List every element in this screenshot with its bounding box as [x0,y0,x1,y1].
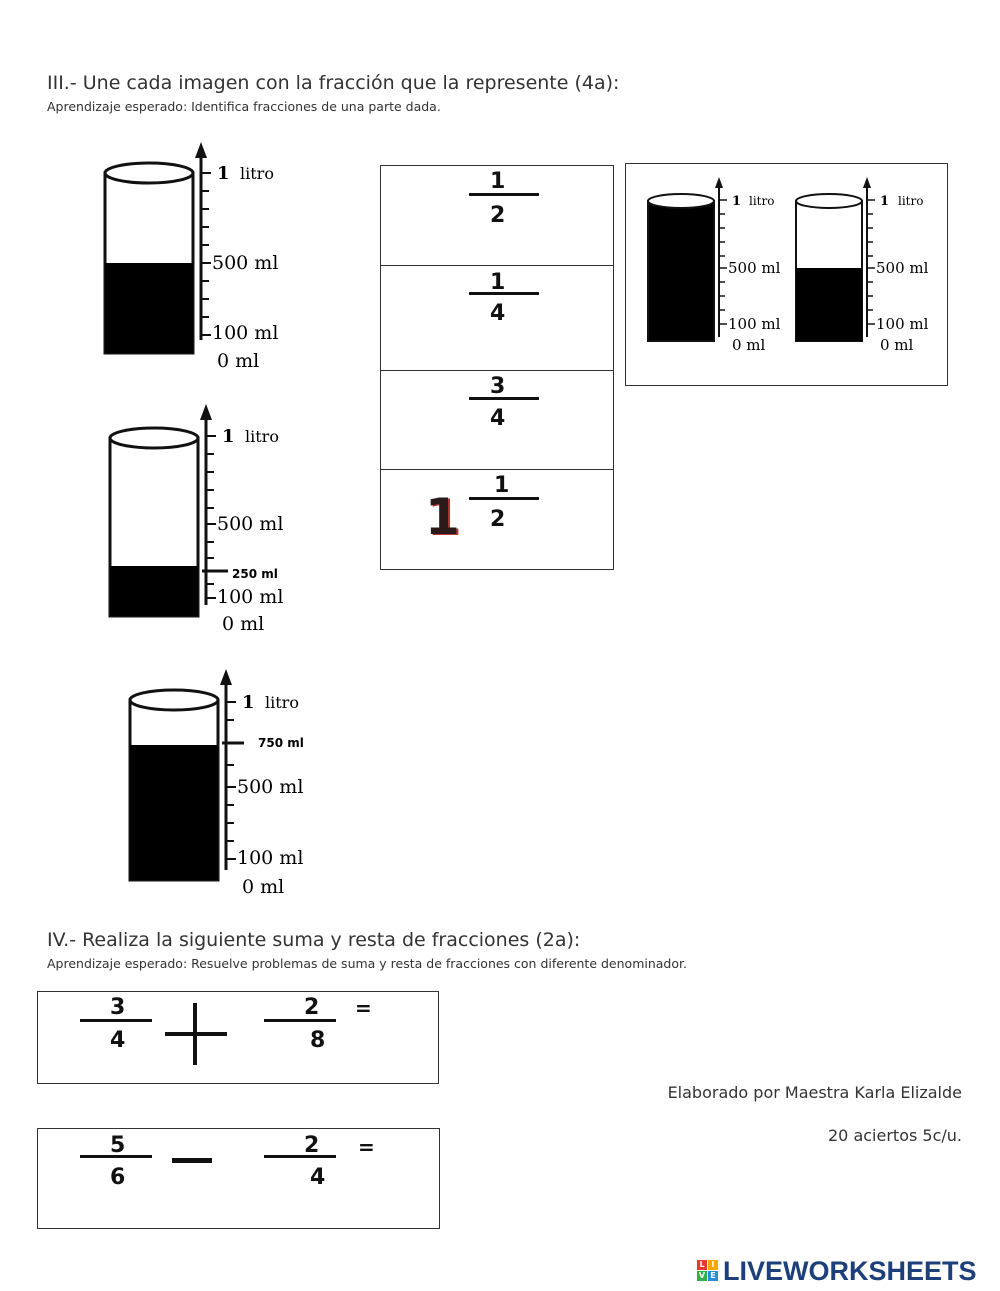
fraction-option[interactable]: 1 4 [381,266,613,370]
svg-text:100 ml: 100 ml [728,315,781,333]
svg-text:100 ml: 100 ml [237,847,304,869]
svg-text:0 ml: 0 ml [242,876,285,898]
fraction-option[interactable]: 1 2 [381,166,613,265]
subtraction-exercise[interactable]: 5 6 2 4 = [37,1128,440,1229]
mixed-whole: 1 [425,488,460,546]
svg-text:litro: litro [749,194,775,208]
svg-text:250 ml: 250 ml [232,567,278,581]
svg-text:0 ml: 0 ml [880,336,914,354]
svg-text:100 ml: 100 ml [876,315,929,333]
svg-text:500 ml: 500 ml [217,513,284,535]
section3-subtitle: Aprendizaje esperado: Identifica fracciones de una parte dada. [47,99,441,114]
fraction-option[interactable]: 1 1 2 [381,470,613,569]
fraction-option[interactable]: 3 4 [381,371,613,469]
fraction-options-table [380,165,614,570]
svg-text:litro: litro [898,194,924,208]
points-note: 20 aciertos 5c/u. [828,1126,962,1145]
minus-icon [172,1158,212,1163]
logo-text: LIVEWORKSHEETS [723,1256,977,1286]
label-zero: 0 ml [217,350,260,372]
cylinder-quarter[interactable] [100,400,330,640]
svg-text:0 ml: 0 ml [732,336,766,354]
sum-exercise[interactable]: 3 4 2 8 = [37,991,439,1084]
svg-text:litro: litro [245,427,279,446]
label-mid: 500 ml [212,252,279,274]
label-low: 100 ml [212,322,279,344]
svg-text:1: 1 [880,194,890,209]
svg-text:100 ml: 100 ml [217,586,284,608]
cylinder-three-quarters[interactable] [120,665,350,905]
label-unit: litro [240,164,274,183]
svg-text:1: 1 [732,194,742,209]
author-credit: Elaborado por Maestra Karla Elizalde [667,1083,962,1102]
liveworksheets-logo[interactable] [697,1258,997,1288]
label-top: 1 [217,163,230,184]
svg-text:500 ml: 500 ml [876,259,929,277]
svg-text:1: 1 [222,426,235,447]
svg-text:1: 1 [242,692,255,713]
section3-title: III.- Une cada imagen con la fracción que la represente (4a): [47,72,620,94]
mixed-number-image[interactable] [625,163,948,386]
section4-subtitle: Aprendizaje esperado: Resuelve problemas de suma y resta de fracciones con diferente denominador. [47,956,687,971]
svg-text:0 ml: 0 ml [222,613,265,635]
logo-badge-icon: L I V E [697,1260,719,1282]
svg-text:500 ml: 500 ml [728,259,781,277]
svg-text:500 ml: 500 ml [237,776,304,798]
section4-title: IV.- Realiza la siguiente suma y resta de fracciones (2a): [47,929,581,951]
svg-text:750 ml: 750 ml [258,736,304,750]
svg-text:litro: litro [265,693,299,712]
cylinder-half[interactable] [95,140,325,380]
